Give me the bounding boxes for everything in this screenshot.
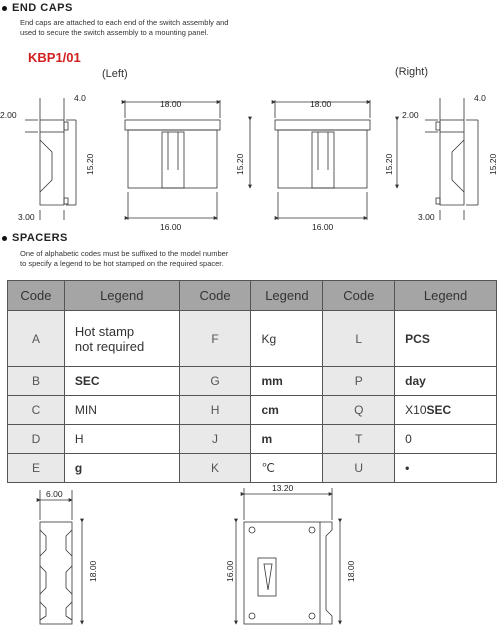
dim-right-3: 3.00	[418, 212, 435, 222]
code-cell: E	[8, 454, 65, 483]
dim-left-4: 4.0	[74, 93, 86, 103]
spacer-side-view	[40, 522, 72, 624]
dim-spacer-front-height-right: 18.00	[346, 560, 356, 582]
code-cell: A	[8, 311, 65, 367]
header-code: Code	[323, 281, 395, 311]
dim-front-right-height: 15.20	[384, 153, 394, 175]
legend-cell: H	[64, 425, 179, 454]
end-caps-description: End caps are attached to each end of the switch assembly and used to secure the switch assembly to a mounting panel.	[20, 18, 229, 37]
table-row	[8, 454, 497, 483]
dim-spacer-front-height-left: 16.00	[225, 560, 235, 582]
header-code: Code	[8, 281, 65, 311]
dim-left-2: 2.00	[0, 110, 17, 120]
legend-cell: X10SEC	[395, 396, 497, 425]
legend-cell: mm	[251, 367, 323, 396]
table-header-row	[8, 281, 497, 311]
table-row	[8, 367, 497, 396]
legend-cell: 0	[395, 425, 497, 454]
dim-left-width-top: 18.00	[160, 99, 182, 109]
spacers-description: One of alphabetic codes must be suffixed to the model number to specify a legend to be hot stamped on the required spacer.	[20, 249, 229, 268]
header-legend: Legend	[251, 281, 323, 311]
legend-cell: cm	[251, 396, 323, 425]
bullet-icon	[2, 236, 7, 241]
code-cell: T	[323, 425, 395, 454]
dim-spacer-side-height: 18.00	[88, 560, 98, 582]
dim-spacer-front-width: 13.20	[272, 483, 294, 493]
table-row	[8, 311, 497, 367]
end-caps-drawing	[0, 80, 500, 230]
code-cell: C	[8, 396, 65, 425]
dim-right-width-bottom: 16.00	[312, 222, 334, 230]
dim-front-left-height: 15.20	[235, 153, 245, 175]
dim-right-2: 2.00	[402, 110, 419, 120]
left-label: (Left)	[102, 68, 128, 80]
left-side-cap-top	[40, 120, 64, 132]
dim-left-3: 3.00	[18, 212, 35, 222]
dim-right-width-top: 18.00	[310, 99, 332, 109]
legend-cell: m	[251, 425, 323, 454]
legend-cell: Hot stamp not required	[64, 311, 179, 367]
dim-right-height: 15.20	[488, 153, 498, 175]
header-legend: Legend	[64, 281, 179, 311]
legend-table	[7, 280, 497, 483]
dim-spacer-side-width: 6.00	[46, 489, 63, 499]
code-cell: Q	[323, 396, 395, 425]
table-row	[8, 425, 497, 454]
spacers-drawing	[0, 480, 500, 631]
legend-cell: SEC	[64, 367, 179, 396]
header-legend: Legend	[395, 281, 497, 311]
code-cell: H	[179, 396, 251, 425]
dim-right-4: 4.0	[474, 93, 486, 103]
code-cell: K	[179, 454, 251, 483]
legend-cell: PCS	[395, 311, 497, 367]
legend-cell: Kg	[251, 311, 323, 367]
legend-cell: day	[395, 367, 497, 396]
code-cell: P	[323, 367, 395, 396]
legend-cell: MIN	[64, 396, 179, 425]
dim-left-width-bottom: 16.00	[160, 222, 182, 230]
header-code: Code	[179, 281, 251, 311]
spacers-title: SPACERS	[2, 232, 68, 244]
legend-cell: ℃	[251, 454, 323, 483]
end-caps-title: END CAPS	[2, 2, 73, 14]
spacer-front-view	[244, 522, 320, 624]
right-label: (Right)	[395, 66, 429, 78]
code-cell: F	[179, 311, 251, 367]
code-cell: J	[179, 425, 251, 454]
bullet-icon	[2, 6, 7, 11]
code-cell: L	[323, 311, 395, 367]
code-cell: D	[8, 425, 65, 454]
table-row	[8, 396, 497, 425]
code-cell: B	[8, 367, 65, 396]
legend-cell: g	[64, 454, 179, 483]
model-number: KBP1/01	[28, 50, 81, 65]
code-cell: G	[179, 367, 251, 396]
code-cell: U	[323, 454, 395, 483]
legend-cell: •	[395, 454, 497, 483]
dim-left-height: 15.20	[85, 153, 95, 175]
